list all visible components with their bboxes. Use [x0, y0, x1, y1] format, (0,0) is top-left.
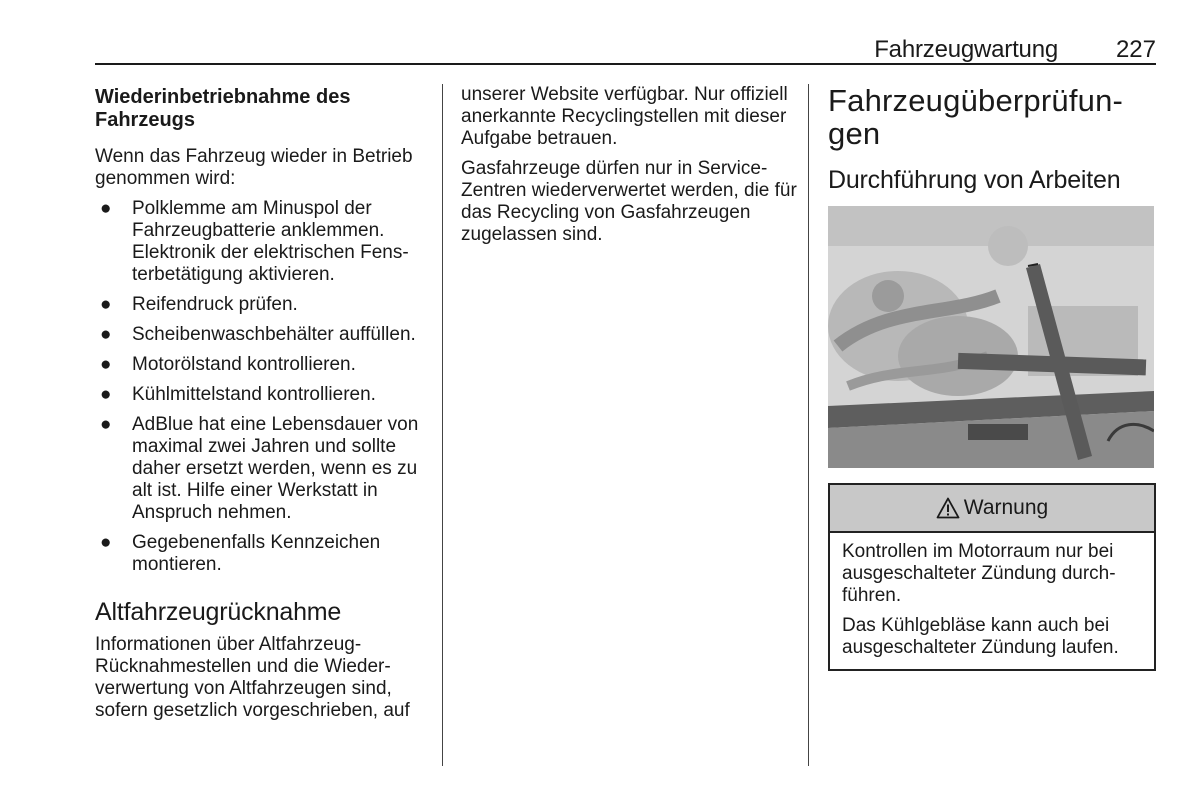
bullet-icon: ● [100, 414, 112, 435]
page-number: 227 [1115, 36, 1156, 63]
bullet-icon: ● [100, 532, 112, 553]
page-title: Fahrzeugüberprüfungen [828, 83, 1123, 151]
warning-body [830, 533, 1154, 659]
engine-compartment-illustration [828, 206, 1154, 468]
column-3 [828, 84, 1156, 194]
intro-text: Wenn das Fahrzeug wieder in Betrieb genommen wird: [95, 146, 413, 189]
column-2 [461, 84, 797, 246]
bullet-icon: ● [100, 384, 112, 405]
bullet-icon: ● [100, 198, 112, 219]
bullet-icon: ● [100, 294, 112, 315]
column-divider-1 [442, 84, 443, 766]
list-item: ● Reifendruck prüfen. [100, 294, 298, 315]
bullet-icon: ● [100, 324, 112, 345]
checklist [95, 198, 430, 576]
list-item: ● Scheibenwaschbehälter auffüllen. [100, 324, 416, 345]
end-of-life-text: Informationen über Altfahrzeug-Rücknahmestellen und die Wiederverwertung von Altfahrzeugen sind, sofern gesetzlich vorgeschrieben, auf [95, 634, 410, 721]
list-item: ● Kühlmittelstand kontrollieren. [100, 384, 376, 405]
list-item: ● Gegebenenfalls Kennzeichen montieren. [100, 532, 381, 575]
list-item: ● AdBlue hat eine Lebensdauer von maximal zwei Jahren und sollte daher ersetzt werden, wenn es zu alt ist. Hilfe einer Werkstatt in Anspruch nehmen. [100, 414, 419, 523]
section-heading-work: Durchführung von Arbeiten [828, 166, 1121, 194]
column-1 [95, 84, 430, 722]
chapter-title: Fahrzeugwartung [874, 36, 1058, 63]
engine-compartment-photo [828, 206, 1154, 468]
list-item: ● Motorölstand kontrollieren. [100, 354, 356, 375]
section-heading-end-of-life: Altfahrzeugrücknahme [95, 598, 342, 626]
subheading-recommissioning: Wiederinbetriebnahme des Fahrzeugs [95, 86, 351, 131]
warning-label: Warnung [963, 496, 1049, 519]
warning-text-1: Kontrollen im Motorraum nur bei ausgeschalteter Zündung durchführen. [842, 541, 1116, 606]
warning-text-2: Das Kühlgebläse kann auch bei ausgeschalteter Zündung laufen. [842, 615, 1119, 658]
warning-box [828, 483, 1156, 671]
header-rule [95, 63, 1156, 65]
column-divider-2 [808, 84, 809, 766]
list-item: ● Polklemme am Minuspol der Fahrzeugbatterie anklemmen. Elektronik der elektrischen Fensterbetätigung aktivieren. [100, 198, 409, 285]
recycling-paragraph: unserer Website verfügbar. Nur offiziell anerkannte Recyclingstellen mit dieser Aufgabe betrauen. [461, 84, 788, 149]
bullet-icon: ● [100, 354, 112, 375]
warning-triangle-icon [936, 497, 960, 519]
warning-header [830, 485, 1154, 533]
gas-vehicle-paragraph: Gasfahrzeuge dürfen nur in Service-Zentren wiederverwertet werden, die für das Recycling von Gasfahrzeugen zugelassen sind. [461, 158, 797, 245]
